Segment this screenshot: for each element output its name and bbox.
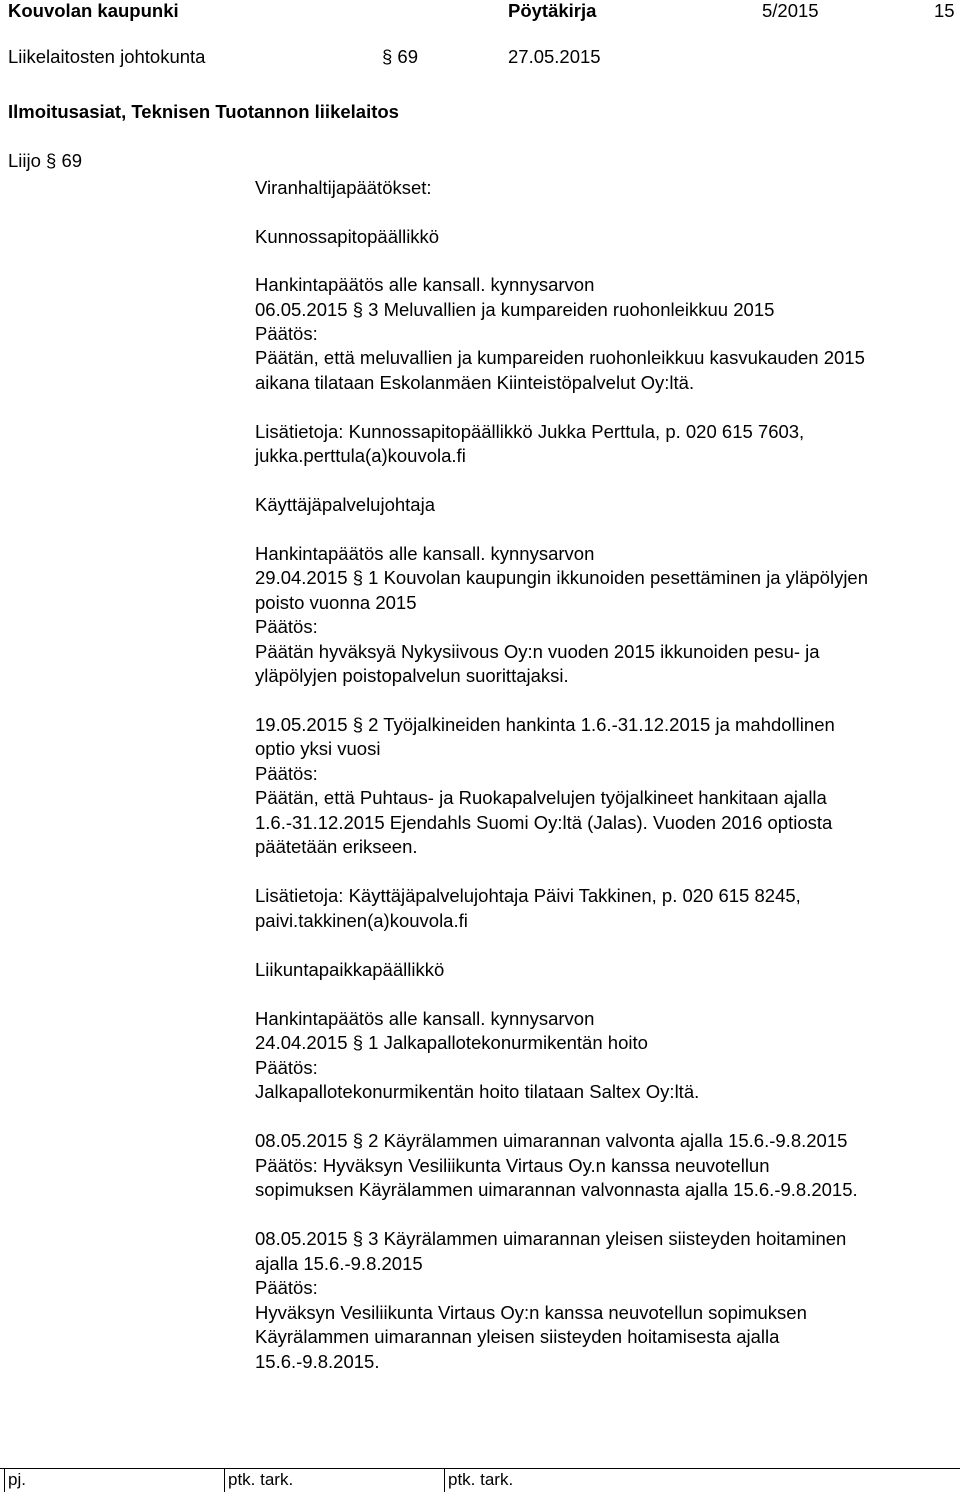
decision-label: Päätös: <box>255 323 318 344</box>
text-line: Hankintapäätös alle kansall. kynnysarvon <box>255 1008 595 1029</box>
text-line: Päätän, että Puhtaus- ja Ruokapalvelujen työjalkineet hankitaan ajalla <box>255 787 827 808</box>
text-line: 1.6.-31.12.2015 Ejendahls Suomi Oy:ltä (Jalas). Vuoden 2016 optiosta <box>255 812 833 833</box>
text-line: Hyväksyn Vesiliikunta Virtaus Oy:n kanssa neuvotellun sopimuksen <box>255 1302 807 1323</box>
decision-heading: 24.04.2015 § 1 Jalkapallotekonurmikentän hoito <box>255 1032 648 1053</box>
group-role: Liikuntapaikkapäällikkö <box>255 959 445 980</box>
decision-heading: 08.05.2015 § 2 Käyrälammen uimarannan valvonta ajalla 15.6.-9.8.2015 <box>255 1130 848 1151</box>
footer-divider <box>224 1468 225 1492</box>
footer-label-reviewer-2: ptk. tark. <box>448 1470 514 1489</box>
header-date: 27.05.2015 <box>508 46 601 67</box>
text-line: päätetään erikseen. <box>255 836 418 857</box>
header-doc-number: 5/2015 <box>762 0 819 21</box>
decision-label: Päätös: <box>255 1057 318 1078</box>
decision-heading: optio yksi vuosi <box>255 738 381 759</box>
text-line: Päätös: Hyväksyn Vesiliikunta Virtaus Oy.n kanssa neuvotellun <box>255 1155 770 1176</box>
text-line: yläpölyjen poistopalvelun suorittajaksi. <box>255 665 569 686</box>
decision-label: Päätös: <box>255 616 318 637</box>
decision-heading: 29.04.2015 § 1 Kouvolan kaupungin ikkunoiden pesettäminen ja yläpölyjen <box>255 567 869 588</box>
footer-divider <box>444 1468 445 1492</box>
footer-rule <box>0 1468 960 1469</box>
decision-heading: 19.05.2015 § 2 Työjalkineiden hankinta 1.6.-31.12.2015 ja mahdollinen <box>255 714 835 735</box>
footer-label-reviewer-1: ptk. tark. <box>228 1470 294 1489</box>
header-page-number: 15 <box>934 0 955 21</box>
section-ref: Liijo § 69 <box>8 150 83 171</box>
decision-heading: ajalla 15.6.-9.8.2015 <box>255 1253 423 1274</box>
text-line: 15.6.-9.8.2015. <box>255 1351 380 1372</box>
text-line: Käyrälammen uimarannan yleisen siisteyden hoitamisesta ajalla <box>255 1326 780 1347</box>
text-line: Jalkapallotekonurmikentän hoito tilataan Saltex Oy:ltä. <box>255 1081 700 1102</box>
decision-label: Päätös: <box>255 1277 318 1298</box>
page-title: Ilmoitusasiat, Teknisen Tuotannon liikelaitos <box>8 101 399 122</box>
header-doc-type: Pöytäkirja <box>508 0 597 21</box>
footer-label-chair: pj. <box>8 1470 26 1489</box>
text-line: Hankintapäätös alle kansall. kynnysarvon <box>255 543 595 564</box>
header-org: Kouvolan kaupunki <box>8 0 179 21</box>
text-line: Päätän hyväksyä Nykysiivous Oy:n vuoden 2015 ikkunoiden pesu- ja <box>255 641 820 662</box>
contact-info: Lisätietoja: Käyttäjäpalvelujohtaja Päivi Takkinen, p. 020 615 8245, <box>255 885 801 906</box>
decision-label: Päätös: <box>255 763 318 784</box>
decision-heading: poisto vuonna 2015 <box>255 592 417 613</box>
contact-email: paivi.takkinen(a)kouvola.fi <box>255 910 468 931</box>
decision-heading: 06.05.2015 § 3 Meluvallien ja kumpareiden ruohonleikkuu 2015 <box>255 299 775 320</box>
header-section-number: § 69 <box>382 46 419 67</box>
footer-divider <box>4 1468 5 1492</box>
text-line: sopimuksen Käyrälammen uimarannan valvonnasta ajalla 15.6.-9.8.2015. <box>255 1179 858 1200</box>
contact-email: jukka.perttula(a)kouvola.fi <box>255 445 466 466</box>
group-role: Kunnossapitopäällikkö <box>255 226 440 247</box>
contact-info: Lisätietoja: Kunnossapitopäällikkö Jukka Perttula, p. 020 615 7603, <box>255 421 805 442</box>
section-heading: Viranhaltijapäätökset: <box>255 177 432 198</box>
text-line: Päätän, että meluvallien ja kumpareiden ruohonleikkuu kasvukauden 2015 <box>255 347 865 368</box>
text-line: Hankintapäätös alle kansall. kynnysarvon <box>255 274 595 295</box>
decision-heading: 08.05.2015 § 3 Käyrälammen uimarannan yleisen siisteyden hoitaminen <box>255 1228 847 1249</box>
header-body-name: Liikelaitosten johtokunta <box>8 46 206 67</box>
group-role: Käyttäjäpalvelujohtaja <box>255 494 435 515</box>
text-line: aikana tilataan Eskolanmäen Kiinteistöpalvelut Oy:ltä. <box>255 372 695 393</box>
